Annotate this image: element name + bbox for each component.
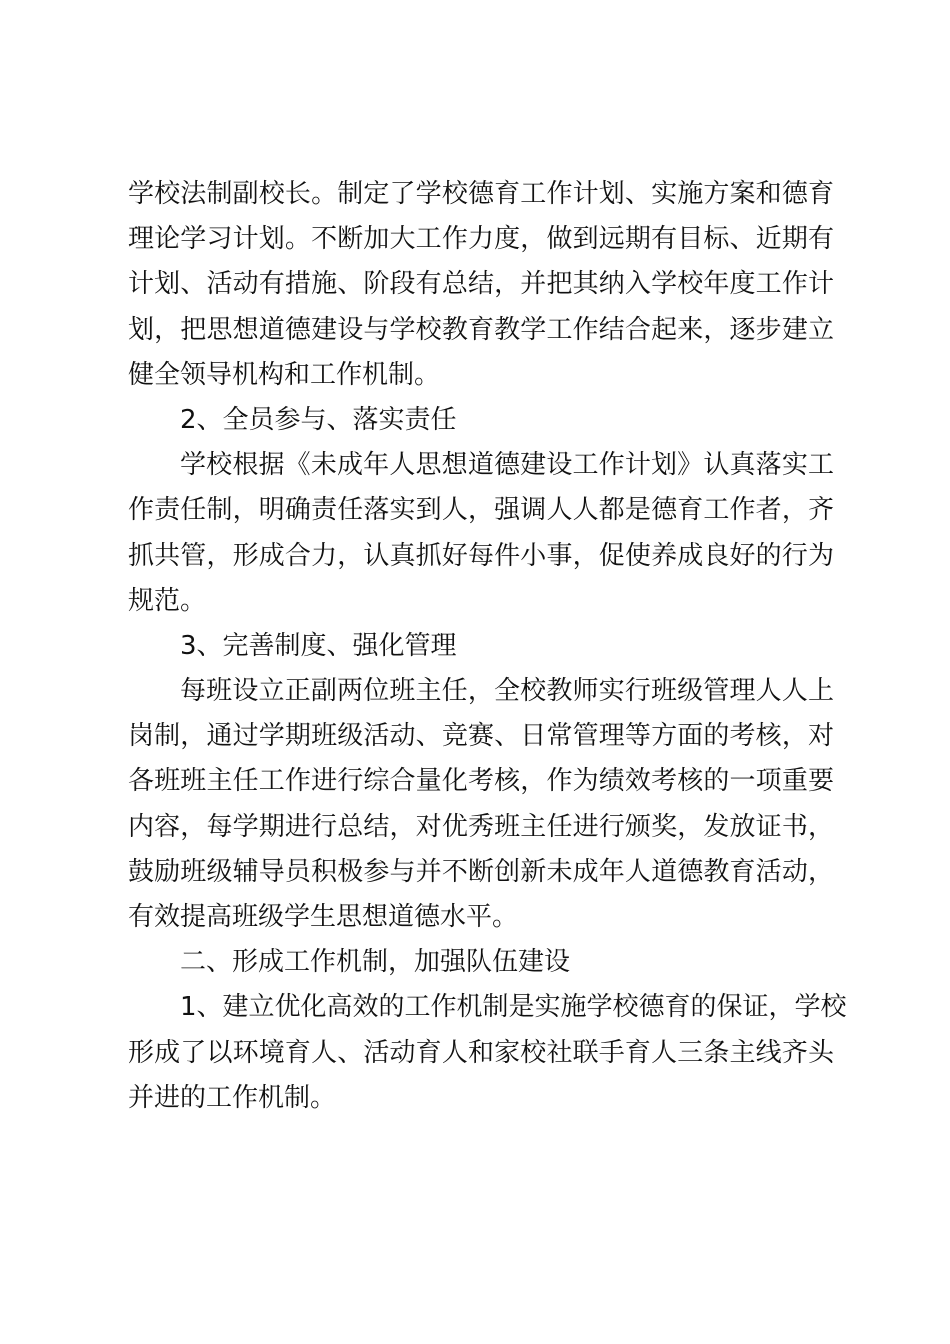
text-line: 有效提高班级学生思想道德水平。 [128, 902, 519, 932]
text-line: 形成了以环境育人、活动育人和家校社联手育人三条主线齐头 [128, 1037, 834, 1068]
text-line: 并进的工作机制。 [128, 1082, 337, 1113]
section-heading: 3、完善制度、强化管理 [180, 630, 457, 661]
text-line: 规范。 [128, 585, 207, 616]
text-line: 岗制，通过学期班级活动、竞赛、日常管理等方面的考核，对 [128, 721, 834, 752]
text-line: 内容，每学期进行总结，对优秀班主任进行颁奖，发放证书， [128, 811, 834, 842]
document-body [128, 172, 847, 1121]
text-line: 1、建立优化高效的工作机制是实施学校德育的保证，学校 [180, 992, 847, 1023]
text-line: 划，把思想道德建设与学校教育教学工作结合起来，逐步建立 [128, 314, 834, 345]
text-line: 学校法制副校长。制定了学校德育工作计划、实施方案和德育 [128, 179, 834, 209]
text-line: 计划、活动有措施、阶段有总结，并把其纳入学校年度工作计 [128, 269, 834, 300]
text-line: 每班设立正副两位班主任，全校教师实行班级管理人人上 [180, 676, 834, 707]
text-line: 鼓励班级辅导员积极参与并不断创新未成年人道德教育活动， [128, 856, 834, 887]
text-line: 健全领导机构和工作机制。 [128, 359, 441, 390]
text-line: 作责任制，明确责任落实到人，强调人人都是德育工作者，齐 [128, 495, 834, 526]
text-line: 抓共管，形成合力，认真抓好每件小事，促使养成良好的行为 [128, 540, 834, 571]
text-line: 学校根据《未成年人思想道德建设工作计划》认真落实工 [180, 450, 834, 481]
text-line: 各班班主任工作进行综合量化考核，作为绩效考核的一项重要 [128, 766, 834, 797]
text-line: 理论学习计划。不断加大工作力度，做到远期有目标、近期有 [128, 224, 834, 255]
section-heading: 2、全员参与、落实责任 [180, 404, 457, 435]
section-heading: 二、形成工作机制，加强队伍建设 [180, 947, 571, 978]
